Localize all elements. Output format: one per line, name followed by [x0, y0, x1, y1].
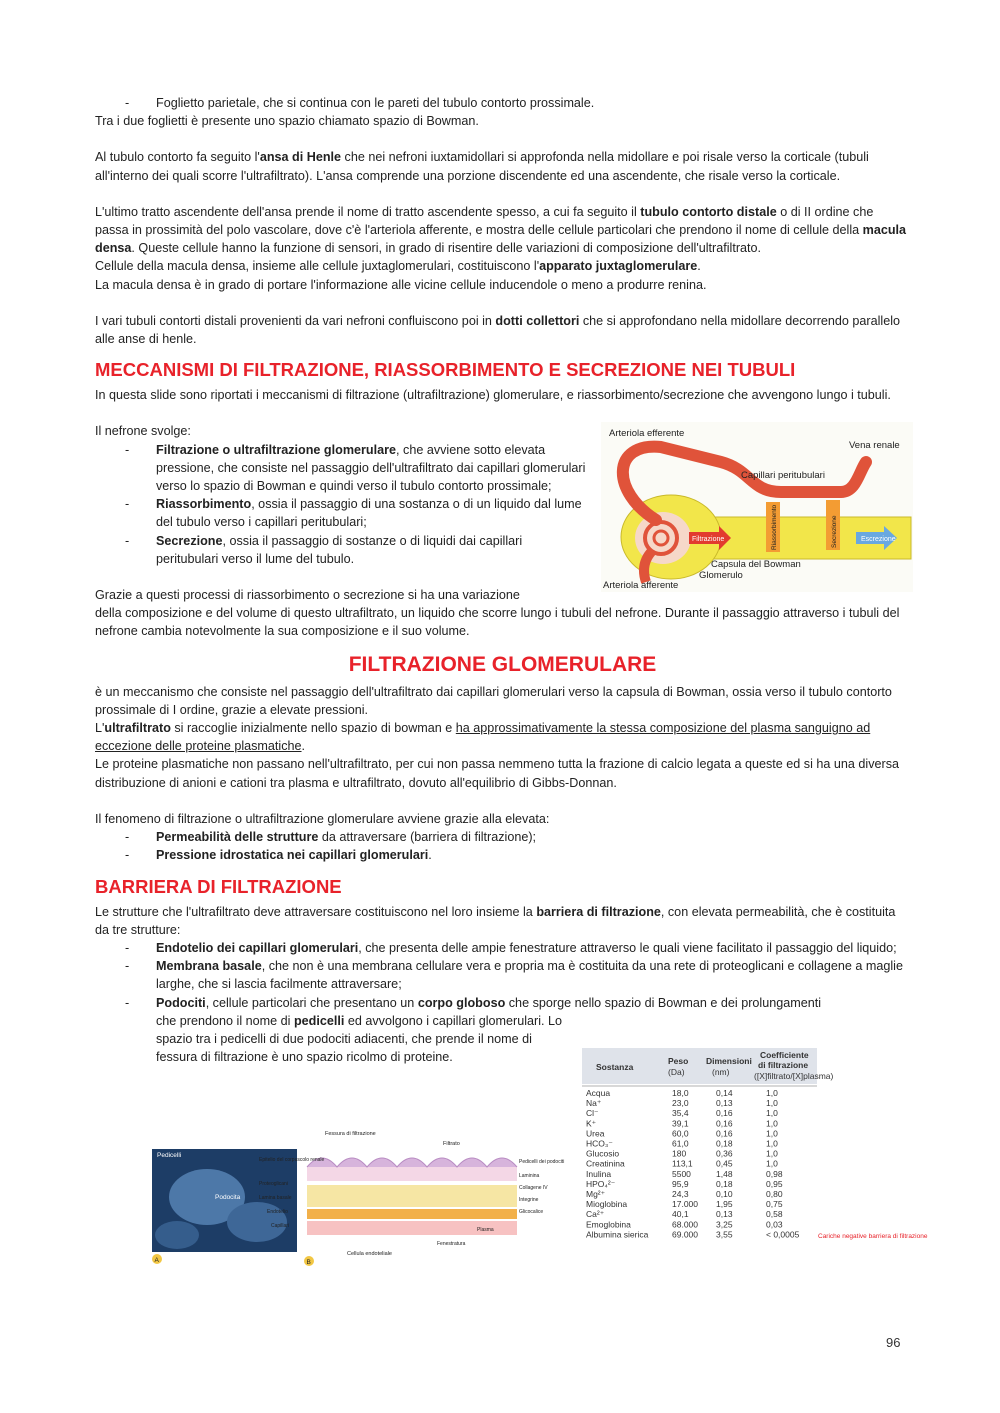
- table-cell-sostanza: Ca²⁺: [586, 1208, 605, 1219]
- table-cell: 3,25: [716, 1219, 733, 1230]
- label-fessura: Fessura di filtrazione: [325, 1130, 376, 1137]
- table-cell: 1,48: [716, 1168, 733, 1179]
- table-cell: 180: [672, 1148, 687, 1159]
- table-cell: 1,0: [766, 1087, 778, 1098]
- table-cell: 0,16: [716, 1118, 733, 1129]
- bottom-section: [95, 1012, 928, 1266]
- paragraph: Il nefrone svolge:: [95, 424, 191, 439]
- heading-filtrazione: FILTRAZIONE GLOMERULARE: [348, 652, 657, 676]
- label-filtrato: Filtrato: [443, 1140, 460, 1147]
- table-cell: 0,75: [766, 1198, 783, 1209]
- header-coefficiente: Coefficiente: [760, 1049, 809, 1060]
- header-peso: Peso: [668, 1055, 689, 1066]
- label-a: A: [154, 1256, 159, 1264]
- table-cell: 0,58: [766, 1208, 783, 1219]
- table-cell: 23,0: [672, 1097, 689, 1108]
- header-dimensioni-unit: (nm): [712, 1066, 730, 1077]
- heading-meccanismi: MECCANISMI DI FILTRAZIONE, RIASSORBIMENTO E SECREZIONE NEI TUBULI: [95, 359, 796, 381]
- table-cell: 0,95: [766, 1178, 783, 1189]
- table-cell: 1,0: [766, 1107, 778, 1118]
- table-cell: 69.000: [672, 1229, 698, 1240]
- table-cell: 95,9: [672, 1178, 689, 1189]
- header-dimensioni: Dimensioni: [706, 1055, 752, 1066]
- header-sostanza: Sostanza: [596, 1061, 634, 1072]
- list-item: - Pressione idrostatica nei capillari glomerulari.: [95, 846, 910, 864]
- table-cell: 3,55: [716, 1229, 733, 1240]
- table-cell-sostanza: Na⁺: [586, 1097, 602, 1108]
- paragraph-henle: Al tubulo contorto fa seguito l'ansa di Henle che nei nefroni iuxtamidollari si approfonda nella midollare e poi risale verso la corticale (tubuli all'interno dei quali scorre l'ultrafiltrato). L'ansa comprende una porzione discendente ed una ascendente, che risale verso la corticale.: [95, 150, 869, 183]
- table-cell: 0,10: [716, 1188, 733, 1199]
- table-cell: 5500: [672, 1168, 691, 1179]
- table-cell: 1,0: [766, 1097, 778, 1108]
- label-laminina: Laminina: [519, 1172, 540, 1179]
- intro-list: [95, 94, 910, 112]
- list-item: - Podociti, cellule particolari che presentano un corpo globoso che sporge nello spazio di Bowman e dei prolungamenti: [95, 994, 910, 1012]
- table-cell: 1,0: [766, 1128, 778, 1139]
- label-glicocalice: Glicocalice: [519, 1208, 544, 1215]
- label-escrezione: Escrezione: [861, 536, 896, 544]
- table-cell-sostanza: Glucosio: [586, 1148, 620, 1159]
- list-item: - Membrana basale, che non è una membrana cellulare vera e propria ma è costituita da una rete di proteoglicani e collagene a maglie larghe, che si lascia facilmente attraversare;: [95, 957, 910, 993]
- paragraph: è un meccanismo che consiste nel passaggio dell'ultrafiltrato dai capillari glomerulari verso la capsula di Bowman, ossia verso il tubulo contorto prossimale di I ordine, grazie a elevate pressioni.: [95, 684, 892, 717]
- table-cell-sostanza: Creatinina: [586, 1158, 625, 1169]
- paragraph: In questa slide sono riportati i meccanismi di filtrazione (ultrafiltrazione) glomerulare, e riassorbimento/secrezione che avvengono lungo i tubuli.: [95, 388, 891, 403]
- table-cell: 0,80: [766, 1188, 783, 1199]
- label-pedicelli-podociti: Pedicelli dei podociti: [519, 1158, 565, 1165]
- table-cell: 1,0: [766, 1158, 778, 1169]
- table-cell: 0,18: [716, 1178, 733, 1189]
- nefrone-figure: [601, 422, 913, 592]
- table-cell: 68.000: [672, 1219, 698, 1230]
- header-coefficiente-2: di filtrazione: [758, 1059, 809, 1070]
- paragraph-juxta: Cellule della macula densa, insieme alle cellule juxtaglomerulari, costituiscono l'apparato juxtaglomerulare.: [95, 259, 701, 274]
- table-cell: 24,3: [672, 1188, 689, 1199]
- header-peso-unit: (Da): [668, 1066, 685, 1077]
- list-item: - Riassorbimento, ossia il passaggio di una sostanza o di un liquido dal lume del tubulo verso i capillari peritubulari;: [95, 495, 587, 531]
- paragraph: della composizione e del volume di questo ultrafiltrato, un liquido che scorre lungo i tubuli del nefrone. Durante il passaggio attraverso i tubuli del nefrone cambia notevolmente la sua composizione e il suo volume.: [95, 606, 900, 639]
- label-pedicelli: Pedicelli: [157, 1151, 182, 1159]
- table-cell: 1,95: [716, 1198, 733, 1209]
- table-cell: 17.000: [672, 1198, 698, 1209]
- label-b: B: [306, 1258, 311, 1266]
- table-note: Cariche negative barriera di filtrazione: [818, 1232, 928, 1240]
- table-cell: 18,0: [672, 1087, 689, 1098]
- filtrazione-list: [95, 828, 910, 864]
- header-coefficiente-3: ([X]filtrato/[X]plasma): [754, 1070, 834, 1081]
- table-cell-sostanza: HPO₄²⁻: [586, 1178, 616, 1189]
- table-cell-sostanza: Mioglobina: [586, 1198, 628, 1209]
- table-cell-sostanza: Mg²⁺: [586, 1188, 606, 1199]
- paragraph-ultrafiltrato: L'ultrafiltrato si raccoglie inizialmente nello spazio di bowman e ha approssimativamente la stessa composizione del plasma sanguigno ad eccezione delle proteine plasmatiche.: [95, 721, 871, 754]
- table-cell: 1,0: [766, 1118, 778, 1129]
- heading-barriera: BARRIERA DI FILTRAZIONE: [95, 875, 342, 897]
- nefrone-section: [95, 422, 910, 592]
- paragraph-collettori: I vari tubuli contorti distali provenienti da vari nefroni confluiscono poi in dotti collettori che si approfondano nella midollare decorrendo parallelo alle anse di henle.: [95, 313, 901, 347]
- label-capillari: Capillari: [271, 1222, 290, 1229]
- bullet-text: Foglietto parietale, che si continua con le pareti del tubulo contorto prossimale.: [156, 96, 595, 110]
- table-cell: 1,0: [766, 1138, 778, 1149]
- table-cell: 40,1: [672, 1208, 689, 1219]
- label-collagene: Collagene IV: [519, 1184, 548, 1191]
- podociti-figure: [147, 1127, 565, 1267]
- table-cell: 39,1: [672, 1118, 689, 1129]
- table-cell: 0,16: [716, 1107, 733, 1118]
- table-cell: 113,1: [672, 1158, 693, 1169]
- list-item: - Filtrazione o ultrafiltrazione glomerulare, che avviene sotto elevata pressione, che consiste nel passaggio dell'ultrafiltrato dai capillari glomerulari verso lo spazio di Bowman e quindi verso il tubulo contorto prossimale;: [95, 441, 587, 496]
- label-capsula-bowman: Capsula del Bowman: [711, 559, 801, 571]
- label-vena-renale: Vena renale: [849, 440, 900, 452]
- label-cellula-endoteliale: Cellula endoteliale: [347, 1250, 392, 1257]
- paragraph: Tra i due foglietti è presente uno spazio chiamato spazio di Bowman.: [95, 114, 479, 129]
- table-cell: 0,98: [766, 1168, 783, 1179]
- table-cell: 0,18: [716, 1138, 733, 1149]
- label-capillari-peritubulari: Capillari peritubulari: [741, 470, 825, 482]
- list-item: [95, 94, 910, 112]
- label-filtrazione: Filtrazione: [692, 536, 725, 544]
- label-arteriola-afferente: Arteriola afferente: [603, 580, 679, 592]
- paragraph-podociti: che prendono il nome di pedicelli ed avvolgono i capillari glomerulari. Lo spazio tra i pedicelli di due podociti adiacenti, che prende il nome di fessura di filtrazione è uno spazio ricolmo di proteine.: [156, 1013, 563, 1065]
- label-epitelio: Epitelio del corpuscolo renale: [259, 1156, 325, 1163]
- table-cell: 0,45: [716, 1158, 733, 1169]
- table-cell-sostanza: HCO₃⁻: [586, 1138, 613, 1149]
- label-podocita: Podocita: [215, 1193, 241, 1201]
- table-cell-sostanza: Emoglobina: [586, 1219, 631, 1230]
- table-cell-sostanza: K⁺: [586, 1118, 597, 1129]
- table-cell: 0,03: [766, 1219, 783, 1230]
- label-proteoglicani: Proteoglicani: [259, 1180, 288, 1187]
- list-item: - Endotelio dei capillari glomerulari, che presenta delle ampie fenestrature attraverso le quali viene facilitato il passaggio del liquido;: [95, 939, 910, 957]
- table-cell-sostanza: Inulina: [586, 1168, 612, 1179]
- paragraph: Le proteine plasmatiche non passano nell'ultrafiltrato, per cui non passa nemmeno tutta la frazione di calcio legata a queste ed si ha una diversa distribuzione di anioni e cationi tra plasma e ultrafiltrato, dovuto all'equilibrio di Gibbs-Donnan.: [95, 757, 900, 790]
- label-integrine: Integrine: [519, 1196, 539, 1203]
- paragraph-distale: L'ultimo tratto ascendente dell'ansa prende il nome di tratto ascendente spesso, a cui fa seguito il tubulo contorto distale o di II ordine che passa in prossimità del polo vascolare, dove c'è l'arteriola afferente, e mostra delle cellule particolari che prendono il nome di cellule della macula densa. Queste cellule hanno la funzione di sensori, in grado di risentire delle variazioni di composizione dell'ultrafiltrato.: [95, 204, 907, 256]
- paragraph: Il fenomeno di filtrazione o ultrafiltrazione glomerulare avviene grazie alla elevata:: [95, 811, 550, 826]
- table-cell-sostanza: Urea: [586, 1128, 605, 1139]
- table-cell: 35,4: [672, 1107, 689, 1118]
- table-cell: 0,36: [716, 1148, 733, 1159]
- table-cell: 60,0: [672, 1128, 689, 1139]
- label-lamina-basale: Lamina basale: [259, 1194, 292, 1201]
- label-arteriola-efferente: Arteriola efferente: [609, 428, 685, 440]
- label-fenestratura: Fenestratura: [437, 1240, 466, 1247]
- paragraph-renina: La macula densa è in grado di portare l'informazione alle vicine cellule inducendole o meno a produrre renina.: [95, 277, 707, 292]
- table-cell-sostanza: Acqua: [586, 1087, 611, 1098]
- table-cell: 0,13: [716, 1208, 733, 1219]
- nefrone-list: [95, 441, 587, 568]
- table-cell-sostanza: Albumina sierica: [586, 1229, 649, 1240]
- table-cell: < 0,0005: [766, 1229, 800, 1240]
- paragraph: Le strutture che l'ultrafiltrato deve attraversare costituiscono nel loro insieme la barriera di filtrazione, con elevata permeabilità, che è costituita da tre strutture:: [95, 904, 896, 937]
- list-item: - Secrezione, ossia il passaggio di sostanze o di liquidi dai capillari peritubulari verso il lume del tubulo.: [95, 532, 587, 568]
- table-cell: 0,14: [716, 1087, 733, 1098]
- label-glomerulo: Glomerulo: [699, 570, 743, 582]
- label-endotelio: Endotelio: [267, 1208, 288, 1215]
- label-secrezione: Secrezione: [831, 515, 838, 549]
- table-cell: 0,13: [716, 1097, 733, 1108]
- filtration-table: [582, 1042, 928, 1242]
- table-cell: 0,16: [716, 1128, 733, 1139]
- paragraph: Grazie a questi processi di riassorbimento o secrezione si ha una variazione: [95, 588, 520, 603]
- label-plasma: Plasma: [477, 1226, 494, 1233]
- table-cell: 61,0: [672, 1138, 689, 1149]
- label-riassorbimento: Riassorbimento: [771, 505, 778, 551]
- document-page: [95, 94, 928, 1266]
- barriera-list: [95, 939, 910, 1012]
- table-cell-sostanza: Cl⁻: [586, 1107, 599, 1118]
- list-item: - Permeabilità delle strutture da attraversare (barriera di filtrazione);: [95, 828, 910, 846]
- page-number: 96: [886, 1335, 901, 1350]
- table-cell: 1,0: [766, 1148, 778, 1159]
